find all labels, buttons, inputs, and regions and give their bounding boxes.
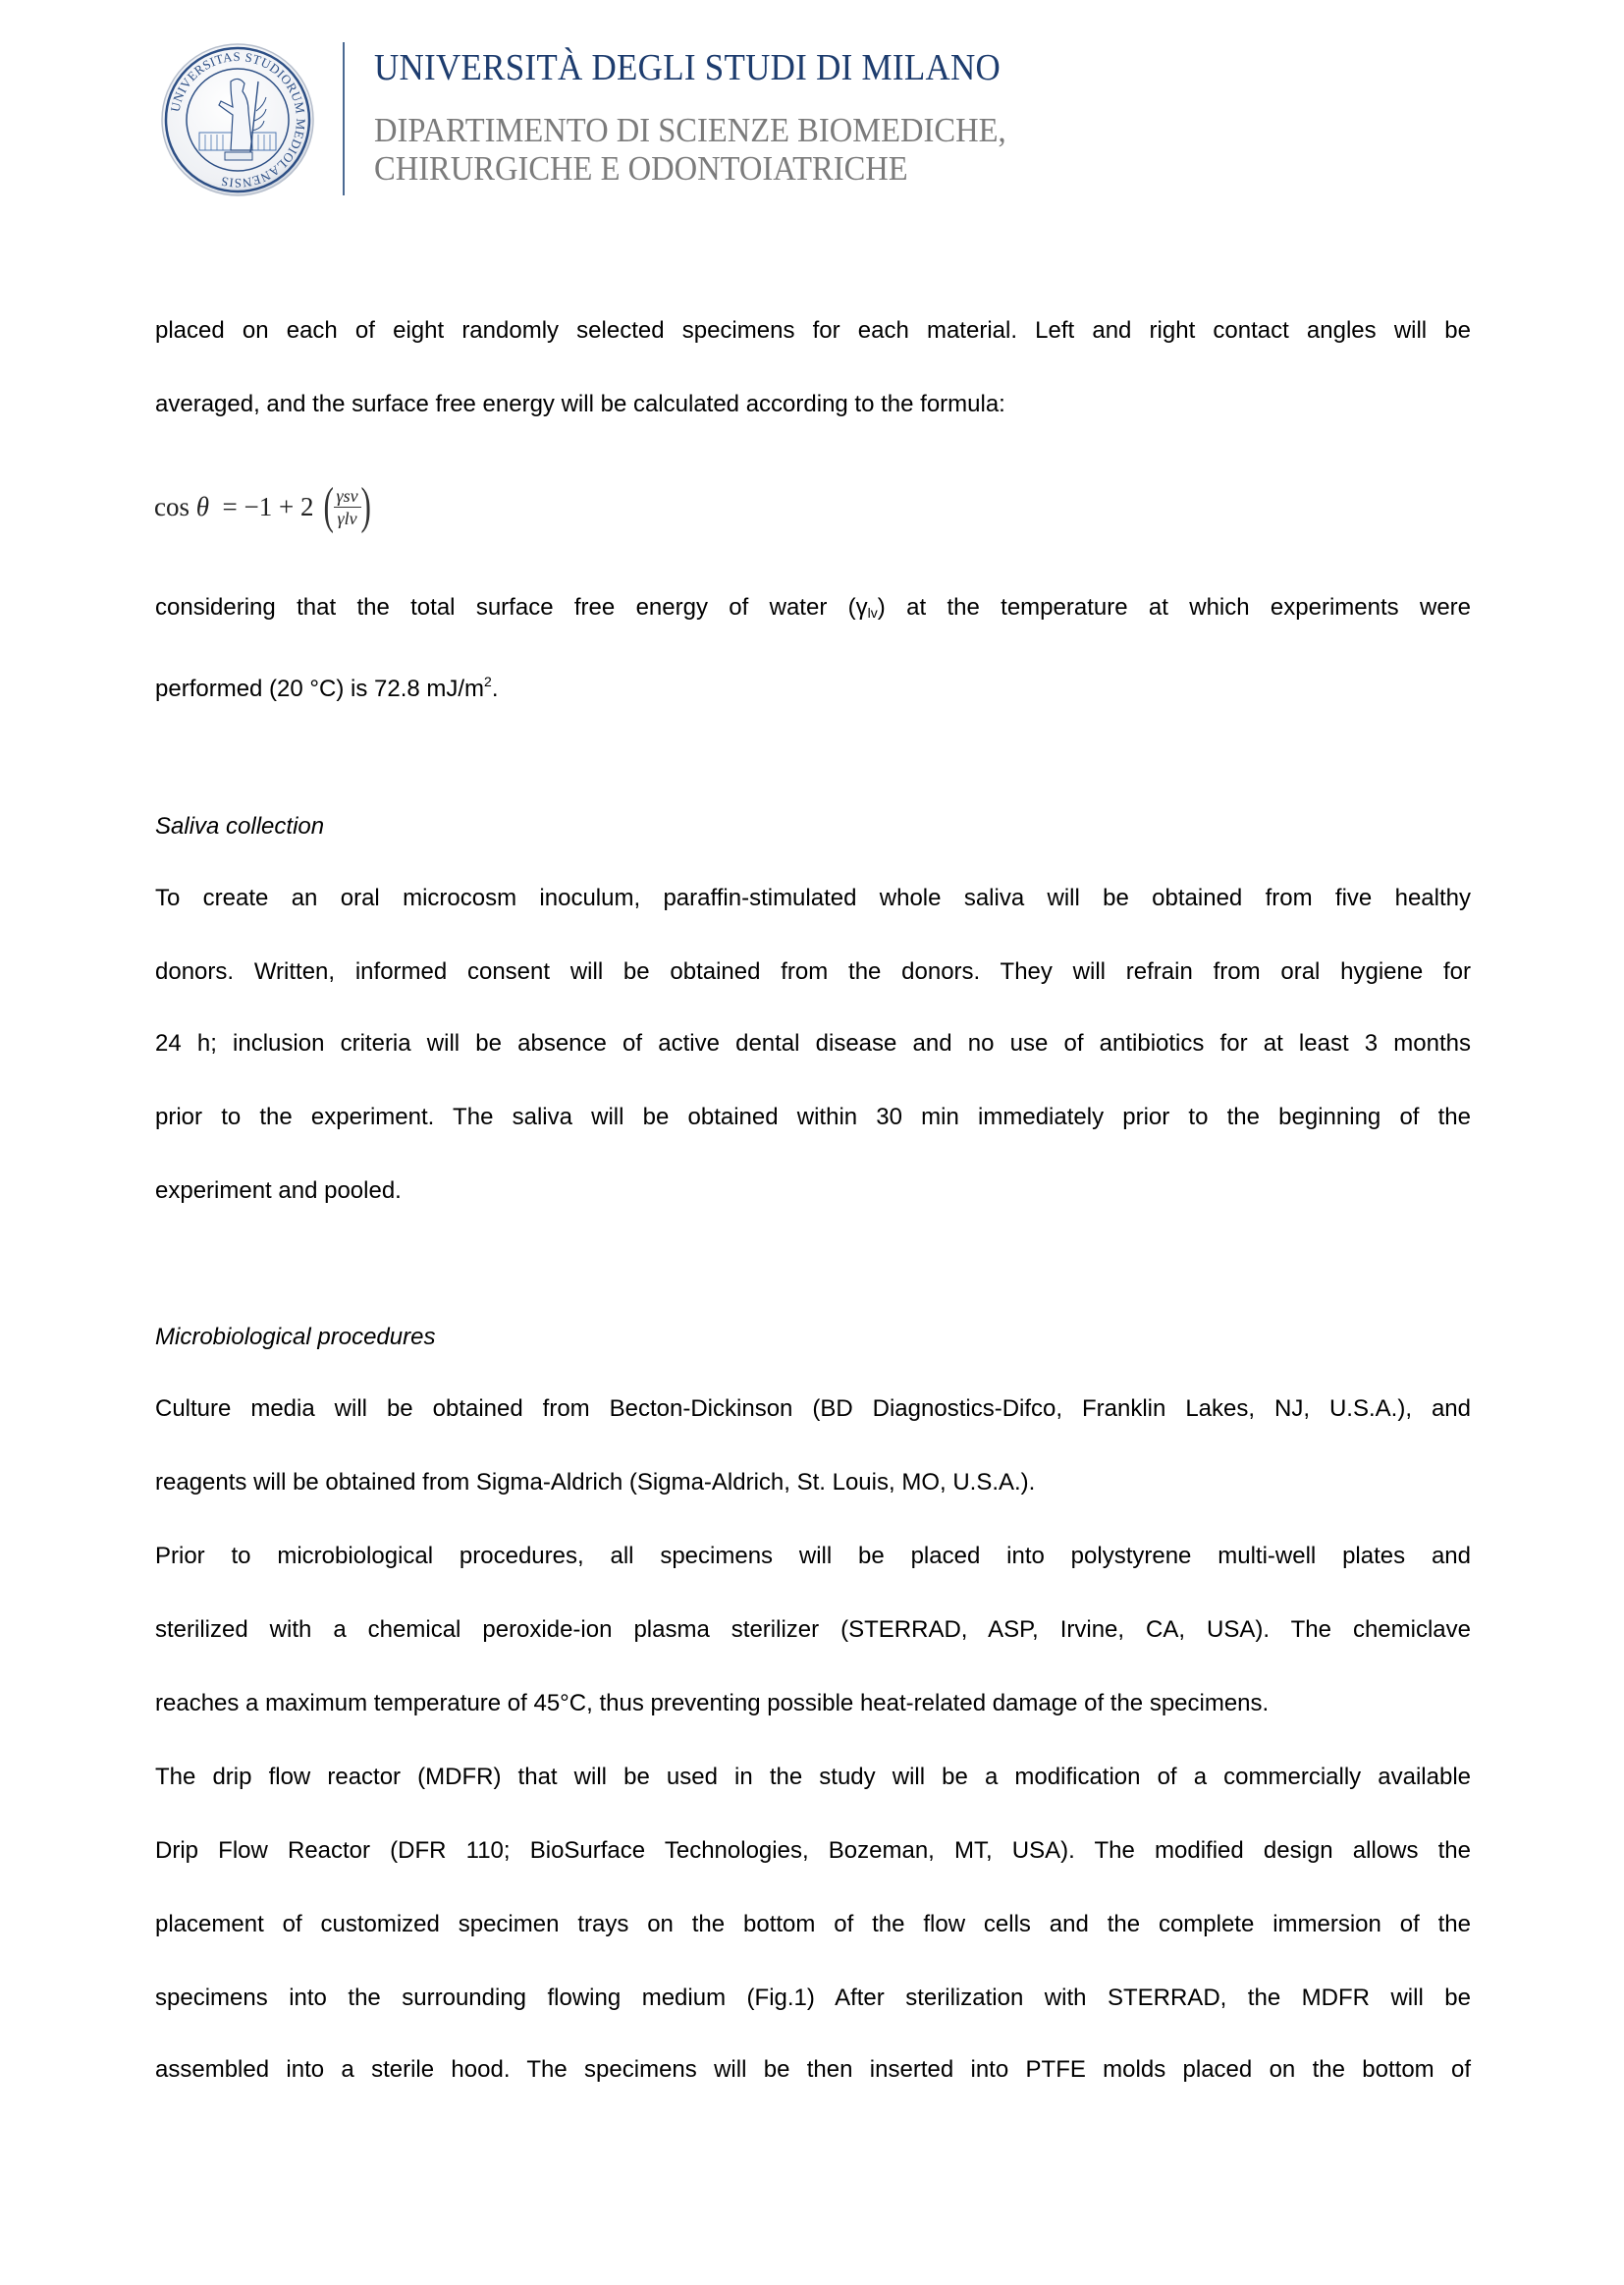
- formula-close-paren: ): [360, 478, 371, 534]
- body-line: reagents will be obtained from Sigma-Aldrich (Sigma-Aldrich, St. Louis, MO, U.S.A.).: [155, 1469, 1036, 1496]
- text-segment: ) at the temperature at which experiments were: [877, 594, 1472, 621]
- formula-fraction: [334, 486, 361, 528]
- surface-energy-formula: [154, 479, 374, 534]
- seal-icon: [160, 42, 315, 197]
- body-line: Prior to microbiological procedures, all specimens will be placed into polystyrene multi-well plates and: [155, 1543, 1471, 1569]
- body-line: [155, 593, 1471, 623]
- formula-open-paren: (: [323, 478, 335, 534]
- body-line: Culture media will be obtained from Becton-Dickinson (BD Diagnostics-Difco, Franklin Lakes, NJ, U.S.A.), and: [155, 1395, 1471, 1422]
- university-seal-logo: [160, 42, 315, 197]
- svg-text:UNIVERSITAS STUDIORUM MEDIOLAN: UNIVERSITAS STUDIORUM MEDIOLANENSIS: [167, 48, 309, 191]
- body-line: Drip Flow Reactor (DFR 110; BioSurface Technologies, Bozeman, MT, USA). The modified design allows the: [155, 1837, 1471, 1864]
- formula-denominator: γlv: [337, 508, 357, 528]
- body-line: 24 h; inclusion criteria will be absence of active dental disease and no use of antibiotics for at least 3 months: [155, 1030, 1471, 1057]
- text-segment: performed (20 °C) is 72.8 mJ/m: [155, 676, 485, 702]
- body-line: sterilized with a chemical peroxide-ion plasma sterilizer (STERRAD, ASP, Irvine, CA, USA). The chemiclave: [155, 1616, 1471, 1643]
- body-line: averaged, and the surface free energy will be calculated according to the formula:: [155, 391, 1005, 417]
- body-line: experiment and pooled.: [155, 1177, 402, 1204]
- gamma-subscript: lv: [867, 605, 878, 621]
- body-line: reaches a maximum temperature of 45°C, thus preventing possible heat-related damage of the specimens.: [155, 1690, 1270, 1716]
- body-line: The drip flow reactor (MDFR) that will be used in the study will be a modification of a commercially available: [155, 1764, 1471, 1790]
- body-line: donors. Written, informed consent will be obtained from the donors. They will refrain from oral hygiene for: [155, 958, 1471, 985]
- formula-numerator: γsv: [334, 486, 361, 508]
- body-line: assembled into a sterile hood. The specimens will be then inserted into PTFE molds placed on the bottom of: [155, 2056, 1471, 2083]
- formula-rhs: = −1 + 2: [222, 491, 314, 521]
- body-line: [155, 667, 1471, 702]
- department-name-line2: CHIRURGICHE E ODONTOIATRICHE: [374, 149, 908, 188]
- body-line: specimens into the surrounding flowing medium (Fig.1) After sterilization with STERRAD, the MDFR will be: [155, 1985, 1471, 2011]
- text-segment: considering that the total surface free energy of water (: [155, 594, 856, 621]
- formula-theta: θ: [195, 491, 210, 521]
- body-line: prior to the experiment. The saliva will be obtained within 30 min immediately prior to the beginning of the: [155, 1104, 1471, 1130]
- text-segment: .: [491, 676, 499, 702]
- body-line: placement of customized specimen trays on the bottom of the flow cells and the complete immersion of the: [155, 1911, 1471, 1937]
- section-heading-saliva-collection: Saliva collection: [155, 813, 325, 840]
- header-divider: [343, 42, 345, 195]
- gamma-symbol: γ: [855, 594, 868, 621]
- department-name-line1: DIPARTIMENTO DI SCIENZE BIOMEDICHE,: [374, 111, 1006, 149]
- section-heading-microbiological-procedures: Microbiological procedures: [155, 1324, 436, 1350]
- body-line: placed on each of eight randomly selected specimens for each material. Left and right contact angles will be: [155, 317, 1471, 344]
- formula-cos: cos: [154, 491, 189, 521]
- university-name: UNIVERSITÀ DEGLI STUDI DI MILANO: [374, 47, 1001, 88]
- body-line: To create an oral microcosm inoculum, paraffin-stimulated whole saliva will be obtained from five healthy: [155, 885, 1471, 911]
- unit-superscript: 2: [484, 674, 492, 689]
